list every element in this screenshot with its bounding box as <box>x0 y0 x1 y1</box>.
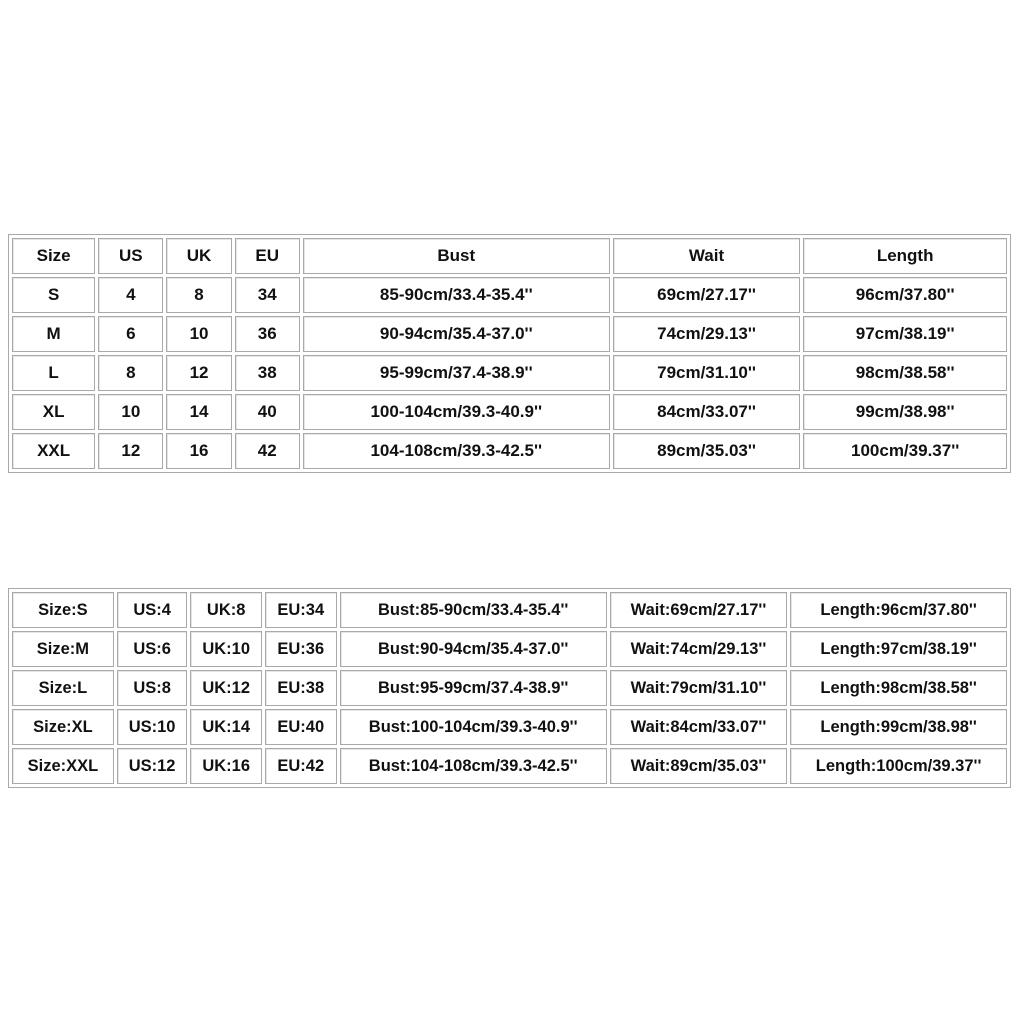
size-chart-labeled-table <box>8 588 1011 788</box>
cell-bust: Bust:100-104cm/39.3-40.9'' <box>340 709 607 745</box>
cell-bust: 104-108cm/39.3-42.5'' <box>303 433 610 469</box>
cell-wait: Wait:84cm/33.07'' <box>610 709 787 745</box>
table-row <box>12 631 1007 667</box>
cell-uk: UK:14 <box>190 709 262 745</box>
cell-wait: 79cm/31.10'' <box>613 355 801 391</box>
cell-bust: Bust:95-99cm/37.4-38.9'' <box>340 670 607 706</box>
cell-eu: EU:40 <box>265 709 337 745</box>
cell-length: Length:97cm/38.19'' <box>790 631 1007 667</box>
cell-us: 12 <box>98 433 163 469</box>
header-length: Length <box>803 238 1007 274</box>
cell-size: Size:M <box>12 631 114 667</box>
cell-eu: EU:42 <box>265 748 337 784</box>
cell-wait: Wait:69cm/27.17'' <box>610 592 787 628</box>
cell-eu: 36 <box>235 316 300 352</box>
header-uk: UK <box>166 238 231 274</box>
header-size: Size <box>12 238 95 274</box>
cell-uk: 10 <box>166 316 231 352</box>
cell-eu: 38 <box>235 355 300 391</box>
table-row <box>12 316 1007 352</box>
cell-us: 6 <box>98 316 163 352</box>
cell-length: 99cm/38.98'' <box>803 394 1007 430</box>
cell-eu: 42 <box>235 433 300 469</box>
cell-size: XXL <box>12 433 95 469</box>
cell-uk: UK:12 <box>190 670 262 706</box>
cell-size: XL <box>12 394 95 430</box>
cell-size: Size:S <box>12 592 114 628</box>
cell-us: US:10 <box>117 709 188 745</box>
table-row <box>12 433 1007 469</box>
table-row <box>12 592 1007 628</box>
cell-size: Size:L <box>12 670 114 706</box>
cell-bust: 100-104cm/39.3-40.9'' <box>303 394 610 430</box>
cell-length: 97cm/38.19'' <box>803 316 1007 352</box>
table-row <box>12 355 1007 391</box>
cell-uk: 16 <box>166 433 231 469</box>
cell-wait: 74cm/29.13'' <box>613 316 801 352</box>
cell-length: Length:100cm/39.37'' <box>790 748 1007 784</box>
cell-wait: 84cm/33.07'' <box>613 394 801 430</box>
cell-uk: UK:8 <box>190 592 262 628</box>
cell-wait: 89cm/35.03'' <box>613 433 801 469</box>
cell-us: US:6 <box>117 631 188 667</box>
header-bust: Bust <box>303 238 610 274</box>
cell-bust: Bust:104-108cm/39.3-42.5'' <box>340 748 607 784</box>
cell-length: 100cm/39.37'' <box>803 433 1007 469</box>
cell-length: Length:98cm/38.58'' <box>790 670 1007 706</box>
cell-wait: Wait:74cm/29.13'' <box>610 631 787 667</box>
cell-bust: 90-94cm/35.4-37.0'' <box>303 316 610 352</box>
cell-size: L <box>12 355 95 391</box>
cell-uk: UK:16 <box>190 748 262 784</box>
cell-uk: 8 <box>166 277 231 313</box>
size-chart-table <box>8 234 1011 473</box>
cell-bust: Bust:90-94cm/35.4-37.0'' <box>340 631 607 667</box>
cell-us: US:4 <box>117 592 188 628</box>
cell-size: M <box>12 316 95 352</box>
header-wait: Wait <box>613 238 801 274</box>
cell-wait: Wait:89cm/35.03'' <box>610 748 787 784</box>
header-us: US <box>98 238 163 274</box>
cell-eu: EU:34 <box>265 592 337 628</box>
cell-eu: EU:36 <box>265 631 337 667</box>
cell-us: 10 <box>98 394 163 430</box>
table-row <box>12 394 1007 430</box>
cell-size: Size:XL <box>12 709 114 745</box>
table-row <box>12 670 1007 706</box>
cell-uk: 12 <box>166 355 231 391</box>
cell-wait: Wait:79cm/31.10'' <box>610 670 787 706</box>
cell-length: 96cm/37.80'' <box>803 277 1007 313</box>
cell-uk: 14 <box>166 394 231 430</box>
table-row <box>12 709 1007 745</box>
table-row <box>12 277 1007 313</box>
cell-eu: EU:38 <box>265 670 337 706</box>
table-header-row <box>12 238 1007 274</box>
cell-us: US:12 <box>117 748 188 784</box>
header-eu: EU <box>235 238 300 274</box>
cell-length: Length:99cm/38.98'' <box>790 709 1007 745</box>
cell-us: US:8 <box>117 670 188 706</box>
cell-eu: 34 <box>235 277 300 313</box>
cell-us: 8 <box>98 355 163 391</box>
table-row <box>12 748 1007 784</box>
cell-bust: Bust:85-90cm/33.4-35.4'' <box>340 592 607 628</box>
cell-bust: 95-99cm/37.4-38.9'' <box>303 355 610 391</box>
cell-eu: 40 <box>235 394 300 430</box>
cell-size: Size:XXL <box>12 748 114 784</box>
cell-bust: 85-90cm/33.4-35.4'' <box>303 277 610 313</box>
cell-length: 98cm/38.58'' <box>803 355 1007 391</box>
cell-length: Length:96cm/37.80'' <box>790 592 1007 628</box>
cell-size: S <box>12 277 95 313</box>
cell-wait: 69cm/27.17'' <box>613 277 801 313</box>
cell-us: 4 <box>98 277 163 313</box>
cell-uk: UK:10 <box>190 631 262 667</box>
